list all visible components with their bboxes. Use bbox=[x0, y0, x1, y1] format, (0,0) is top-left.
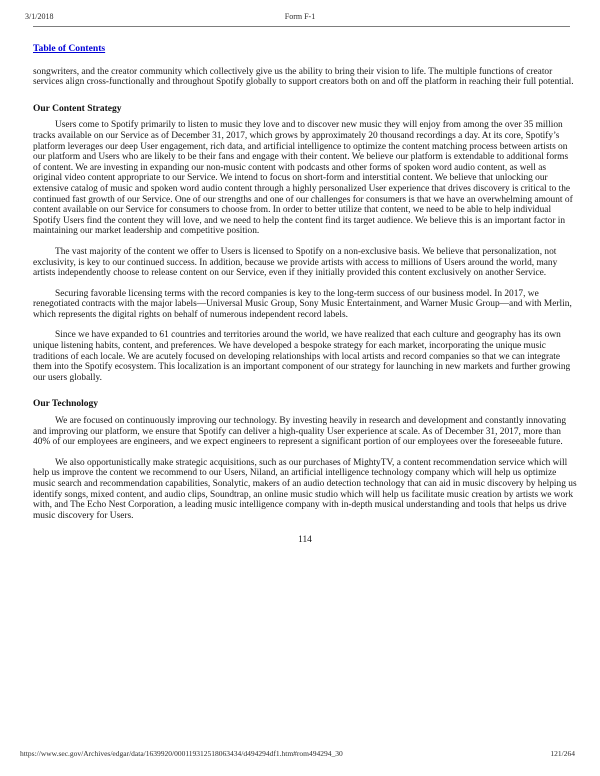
paragraph-expanded-61-countries: Since we have expanded to 61 countries and territories around the world, we have realized that each culture and geography has its own unique listening habits, content, and preferences. We have developed a bespoke strategy for each market, incorporating the unique music traditions of each locale. We are acutely focused on developing relationships with local artists and record companies so that we can integrate them into the Spotify ecosystem. This localization is an important component of our strategy for launching in new markets and further growing our users globally. bbox=[33, 330, 571, 383]
paragraph-securing-licensing: Securing favorable licensing terms with the record companies is key to the long-term success of our business model. In 2017, we renegotiated contracts with the major labels—Universal Music Group, Sony Music Entertainment, and Warner Music Group—and with Merlin, which represents the digital rights on behalf of numerous independent record labels. bbox=[33, 288, 572, 320]
document-page bbox=[33, 44, 577, 546]
print-header-date: 3/1/2018 bbox=[25, 12, 54, 21]
footer-url: https://www.sec.gov/Archives/edgar/data/1639920/000119312518063434/d494294df1.htm#rom494294_30 bbox=[20, 749, 343, 758]
table-of-contents-link[interactable]: Table of Contents bbox=[33, 43, 106, 54]
header-rule bbox=[33, 26, 570, 27]
print-header bbox=[0, 12, 600, 21]
print-header-title: Form F-1 bbox=[284, 12, 316, 21]
footer-page-indicator: 121/264 bbox=[550, 749, 575, 758]
print-footer bbox=[20, 749, 575, 758]
section-heading-our-technology: Our Technology bbox=[33, 399, 99, 410]
toc-link-row bbox=[33, 44, 577, 55]
paragraph-improving-technology: We are focused on continuously improving our technology. By investing heavily in research and development and constantly innovating and improving our platform, we ensure that Spotify can deliver a high-quality User experience at scale. As of December 31, 2017, more than 40% of our employees are engineers, and we expect engineers to represent a significant portion of our employees over the foreseeable future. bbox=[33, 416, 567, 448]
paragraph-strategic-acquisitions: We also opportunistically make strategic acquisitions, such as our purchases of MightyTV, a content recommendation service which will help us improve the content we recommend to our Users, Niland, an artificial intelligence technology company which will help us optimize music search and recommendation capabilities, Sonalytic, makers of an audio detection technology that can aid in music discovery by helping us identify songs, mixed content, and audio clips, Soundtrap, an online music studio which will help us facilitate music creation by artists we work with, and The Echo Nest Corporation, a leading music intelligence company with in-depth musical understanding and tools that helps us drive music discovery for Users. bbox=[33, 457, 577, 521]
page-number: 114 bbox=[298, 535, 312, 546]
paragraph-vast-majority: The vast majority of the content we offer to Users is licensed to Spotify on a non-exclusive basis. We believe that personalization, not exclusivity, is key to our continued success. In addition, because we provide artists with access to millions of Users around the world, many artists independently choose to release content on our Service, even if they initially provided this content exclusively on another Service. bbox=[33, 246, 558, 279]
paragraph-continuation: songwriters, and the creator community which collectively give us the ability to bring their vision to life. The multiple functions of creator services align cross-functionally and throughout Spotify globally to support creators both on and off the platform in reaching their full potential. bbox=[33, 66, 574, 88]
paragraph-users-come-to-spotify: Users come to Spotify primarily to listen to music they love and to discover new music they will enjoy from among the over 35 million tracks available on our Service as of December 31, 2017, which grows by approximately 20 thousand recordings a day. At its core, Spotify’s platform leverages our deep User engagement, rich data, and artificial intelligence to optimize the content matching process between artists on our platform and Users who are likely to be their fans and engage with their content. We believe our platform is extendable to additional forms of content. We are investing in expanding our non-music content with podcasts and other forms of spoken word audio content, as well as original video content appropriate to our Service. We intend to focus on short-form and interstitial content. We believe that unlocking our extensive catalog of music and spoken word audio content through a highly personalized User experience that drives discovery is critical to the continued fast growth of our Service. One of our strengths and one of our challenges for consumers is that we have an overwhelming amount of content available on our Service for consumers to choose from. In order to better utilize that content, we need to be able to help individual Spotify Users find the content they will love, and we need to help the content find its target audience. We believe this is an important factor in maintaining our market leadership and competitive position. bbox=[33, 120, 573, 237]
section-heading-our-content-strategy: Our Content Strategy bbox=[33, 103, 122, 114]
